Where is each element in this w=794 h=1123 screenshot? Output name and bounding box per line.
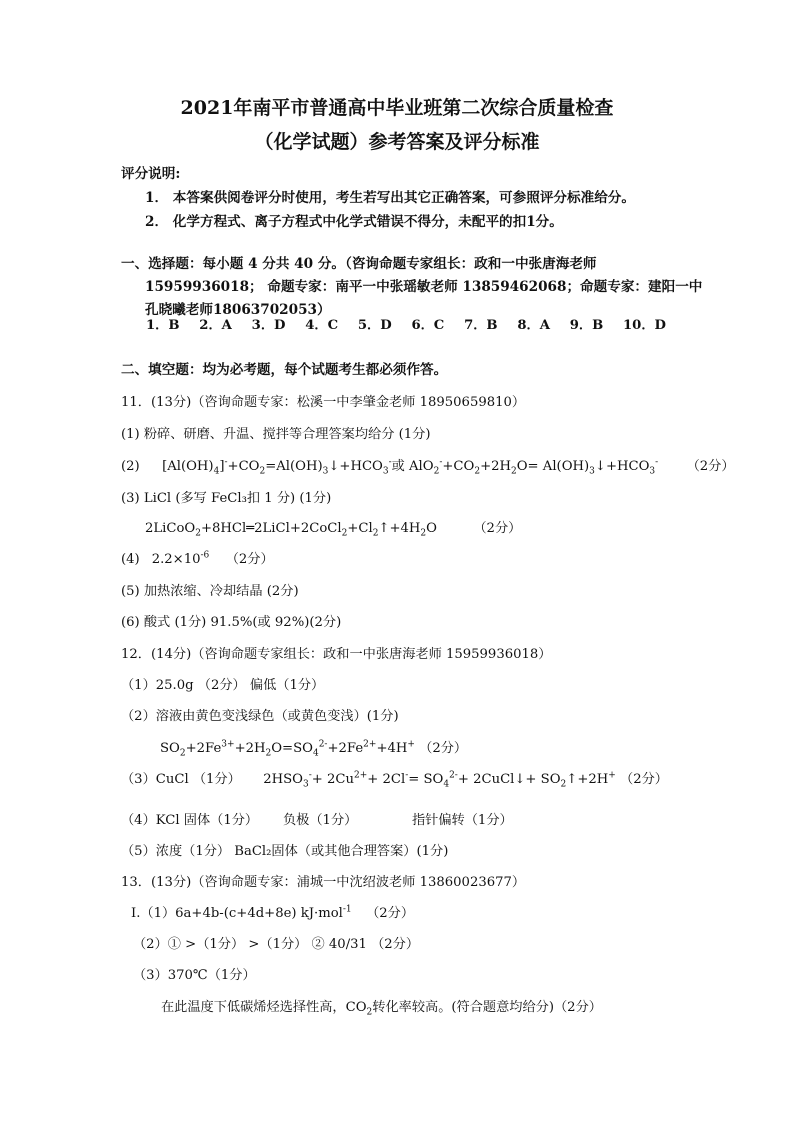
notes-item-2: 2． 化学方程式、离子方程式中化学式错误不得分，未配平的扣1分。	[145, 214, 563, 230]
q11-part1: (1) 粉碎、研磨、升温、搅拌等合理答案均给分 (1分)	[121, 427, 431, 442]
answer-item: 8．A	[517, 318, 550, 333]
q11-part2-equation: $[Al(OH)_4]^-+CO_2=Al(OH)_3↓+HCO_3^-$或 $AlO_2^-+CO_2+2H_2O=$ $Al(OH)_3↓+HCO_3^-$	[162, 457, 659, 477]
q13-part4	[161, 996, 602, 1018]
q12-part3-score: （2分）	[620, 772, 668, 787]
notes-heading: 评分说明:	[121, 166, 181, 182]
q13-part1-text: I.（1）6a+4b-(c+4d+8e) kJ·mol	[131, 906, 343, 921]
q11-part3-equation-line	[145, 517, 522, 539]
answer-item: 6．C	[411, 318, 445, 333]
q13-heading: 13．(13分)（咨询命题专家：浦城一中沈绍波老师 13860023677）	[121, 875, 526, 890]
answer-item: 2．A	[199, 318, 232, 333]
q13-part1-score: （2分）	[366, 906, 415, 921]
ksp-value: 2.2×10	[151, 552, 201, 567]
section2-heading: 二、填空题：均为必考题，每个试题考生都必须作答。	[121, 362, 448, 378]
q11-part3-equation: $2LiCoO_2+8HCl═2LiCl+2CoCl_2+Cl_2↑+4H_2O$	[145, 521, 437, 539]
section1-heading-line2: 15959936018； 命题专家：南平一中张瑶敏老师 13859462068；命题专家：建阳一中	[145, 279, 703, 295]
q11-part5: (5) 加热浓缩、冷却结晶 (2分)	[121, 584, 299, 599]
q12-heading: 12．(14分)（咨询命题专家组长：政和一中张唐海老师 15959936018）	[121, 647, 552, 662]
answer-item: 9．B	[569, 318, 604, 333]
q11-part3-score: （2分）	[473, 521, 522, 536]
q12-part3-head: （3）CuCl （1分）	[121, 772, 241, 787]
q13-part4-text-a: 在此温度下低碳烯烃选择性高，CO	[161, 1000, 367, 1015]
answer-item: 5．D	[357, 318, 392, 333]
choice-answers	[146, 314, 666, 333]
q11-part4: (4) $2.2\times 10^{-6}$ （2分）	[121, 550, 274, 567]
q11-heading: 11．(13分)（咨询命题专家：松溪一中李肇金老师 18950659810）	[121, 395, 526, 410]
answer-item: 1．B	[146, 318, 180, 333]
q13-part1-exponent: -1	[342, 904, 352, 915]
q12-part1: （1）25.0g （2分） 偏低（1分）	[121, 678, 325, 693]
ksp-exponent: -6	[200, 550, 210, 561]
q12-part4c: 指针偏转（1分）	[412, 813, 513, 828]
q12-part5: （5）浓度（1分） BaCl₂固体（或其他合理答案）(1分)	[121, 844, 449, 859]
notes-item-1: 1． 本答案供阅卷评分时使用，考生若写出其它正确答案，可参照评分标准给分。	[145, 190, 635, 206]
q12-part2-equation: $SO_2+2Fe^{3+}+2H_2O=SO_4^{2-}+2Fe^{2+}+4H^+$	[160, 739, 415, 759]
q12-part2-score: （2分）	[419, 741, 468, 756]
q11-part2-label: (2)	[121, 459, 140, 474]
q12-part4b: 负极（1分）	[283, 813, 358, 828]
answer-item: 3．D	[251, 318, 286, 333]
answer-item: 10．D	[623, 318, 666, 333]
section1-heading-line3: 孔晓曦老师18063702053）	[145, 302, 331, 318]
page-subtitle: （化学试题）参考答案及评分标准	[254, 131, 540, 153]
page-title: 2021年南平市普通高中毕业班第二次综合质量检查	[180, 97, 614, 119]
q12-part2-equation-line	[160, 737, 468, 759]
section1-heading-line1: 一、选择题：每小题 4 分共 40 分。（咨询命题专家组长：政和一中张唐海老师	[121, 256, 597, 272]
q11-part3: (3) LiCl (多写 FeCl₃扣 1 分) (1分)	[121, 491, 332, 506]
q11-part2-score: （2分）	[686, 459, 735, 474]
answer-item: 4．C	[305, 318, 339, 333]
q12-part4a: （4）KCl 固体（1分）	[121, 813, 259, 828]
q13-part3: （3）370℃（1分）	[133, 968, 256, 983]
q13-part1	[131, 902, 414, 921]
q13-part4-sub: 2	[366, 1007, 373, 1018]
q12-part2: （2）溶液由黄色变浅绿色（或黄色变浅）(1分)	[121, 709, 399, 724]
answer-item: 7．B	[464, 318, 498, 333]
q11-part2	[121, 455, 735, 477]
q13-part2: （2）① >（1分） >（1分） ② 40/31 （2分）	[133, 937, 420, 952]
q12-part3	[121, 768, 668, 790]
q11-part4-score: （2分）	[225, 552, 274, 567]
q12-part3-equation: $2HSO_3^-+ 2Cu^{2+}+ 2Cl^-= SO_4^{2-}+$ 2CuCl↓+ $SO_2↑+2H^+$	[263, 770, 616, 790]
q13-part4-text-b: 转化率较高。(符合题意均给分)（2分）	[372, 1000, 602, 1015]
q11-part6: (6) 酸式 (1分) 91.5%(或 92%)(2分)	[121, 615, 342, 630]
